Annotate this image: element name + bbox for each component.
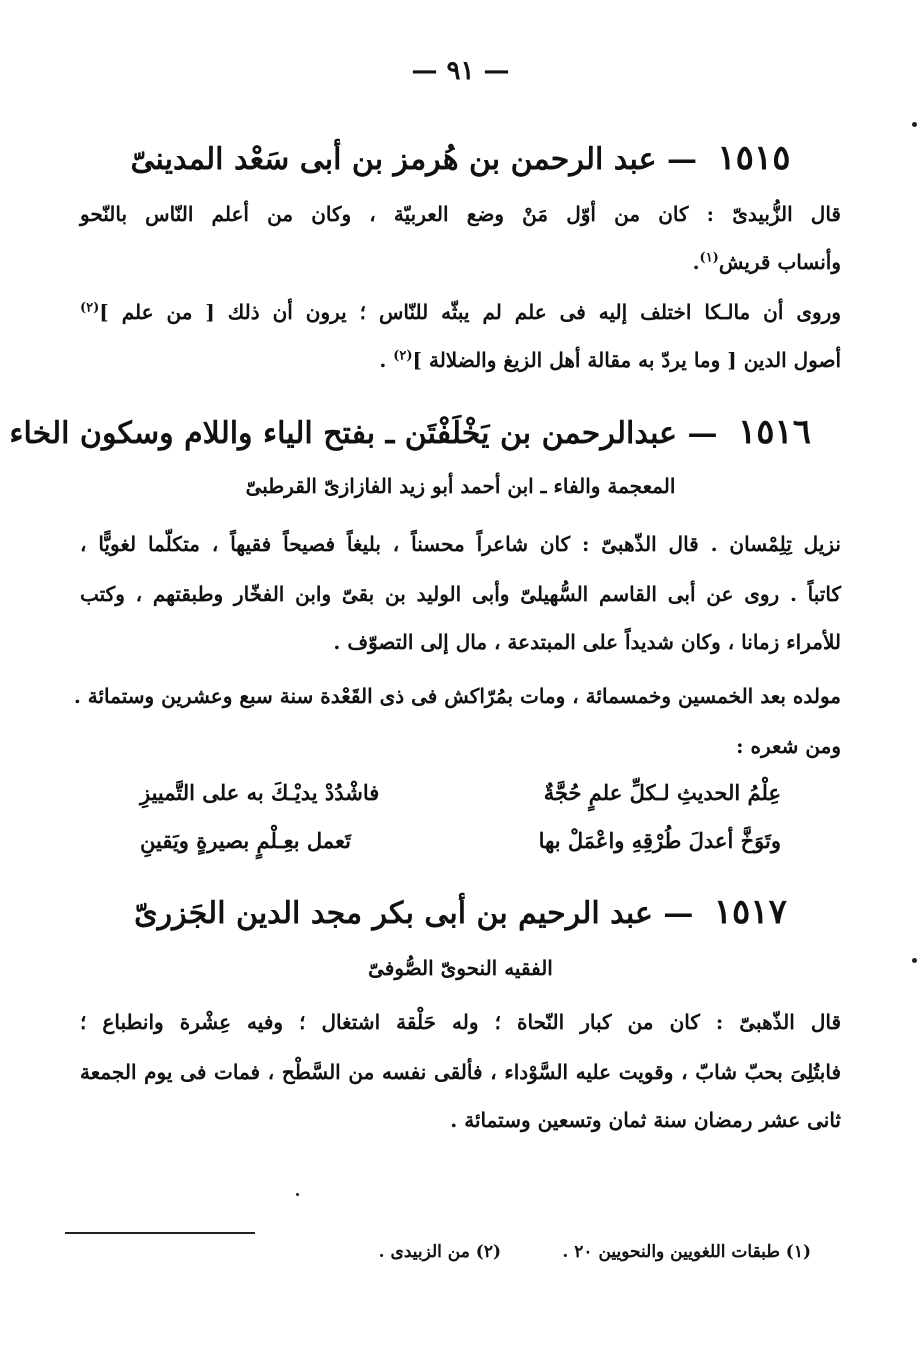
entry-text-line: فابتُلِىَ بحبّ شابّ ، وقويت عليه السَّوْداء ، فألقى نفسه من السَّطْح ، فمات فى يوم الجمعة xyxy=(80,1060,841,1084)
entry-text-line xyxy=(80,348,841,372)
poetry-intro: ومن شعره : xyxy=(736,734,841,758)
entry-text-line: قال الزُّبيدىّ : كان من أوّل مَنْ وضع العربيّة ، وكان من أعلم النّاس بالنّحو xyxy=(80,202,841,226)
entry-number: ١٥١٧ xyxy=(713,892,787,932)
entry-text-line: للأمراء زمانا ، وكان شديداً على المبتدعة ، مال إلى التصوّف . xyxy=(333,630,841,654)
entry-text: وروى أن مالـكا اختلف إليه فى علم لم يبثّه للنّاس ؛ يرون أن ذلك [ من علم ] xyxy=(99,300,841,324)
footnote-ref: (٢) xyxy=(80,300,100,316)
entry-title: — عبد الرحمن بن هُرمز بن أبى سَعْد المدينىّ xyxy=(130,142,697,177)
entry-text-line: قال الذّهبىّ : كان من كبار النّحاة ؛ وله حَلْقة اشتغال ؛ وفيه عِشْرة وانطباع ؛ xyxy=(80,1010,841,1034)
entry-heading-1515 xyxy=(120,138,801,178)
verse-hemistich-left: فاشْدُدْ يديْـكَ به على التَّمييزِ xyxy=(140,780,380,805)
page-number: — ٩١ — xyxy=(411,56,510,86)
entry-text: وأنساب قريش xyxy=(718,250,841,274)
footnote-separator xyxy=(65,1232,255,1234)
entry-heading-1516 xyxy=(9,412,811,452)
entry-text-line: كاتباً . روى عن أبى القاسم السُّهيلىّ وأبى الوليد بن بقىّ وابن الفخّار وطبقتهم ، وكتب xyxy=(80,582,841,606)
margin-dot xyxy=(296,1193,299,1196)
footnote-ref: (٢) xyxy=(393,348,413,364)
entry-text-line xyxy=(80,300,841,324)
entry-title: — عبدالرحمن بن يَخْلَفْتَن ـ بفتح الياء واللام وسكون الخاء xyxy=(9,416,718,451)
footnote-2: (٢) من الزبيدى . xyxy=(378,1242,501,1262)
entry-number: ١٥١٥ xyxy=(717,138,791,178)
entry-text-line xyxy=(80,250,841,274)
verse-hemistich-left: تَعمل بعِـلْمٍ بصيرةٍ ويَقينِ xyxy=(140,828,351,853)
entry-text-line: ثانى عشر رمضان سنة ثمان وتسعين وستمائة . xyxy=(450,1108,841,1132)
margin-dot xyxy=(912,122,917,127)
footnote-ref: (١) xyxy=(699,250,719,266)
entry-number: ١٥١٦ xyxy=(737,412,811,452)
entry-text: أصول الدين [ وما يردّ به مقالة أهل الزيغ والضلالة ] xyxy=(412,348,841,372)
verse-hemistich-right: وتَوَخَّ أعدلَ طُرْقِهِ واعْمَلْ بها xyxy=(538,828,781,853)
footnote-1: (١) طبقات اللغويين والنحويين ٢٠ . xyxy=(562,1242,811,1262)
entry-text-line: نزيل تِلِمْسان . قال الذّهبىّ : كان شاعراً محسناً ، بليغاً فصيحاً فقيهاً ، متكلّما لغويًّا ، xyxy=(80,532,841,556)
line-end-punct: . xyxy=(692,250,700,274)
entry-subtitle: الفقيه النحوىّ الصُّوفىّ xyxy=(368,956,553,980)
entry-title: — عبد الرحيم بن أبى بكر مجد الدين الجَزرىّ xyxy=(134,896,694,931)
entry-heading-1517 xyxy=(120,892,801,932)
entry-subtitle: المعجمة والفاء ـ ابن أحمد أبو زيد الفازازىّ القرطبىّ xyxy=(245,474,676,498)
line-end-punct: . xyxy=(379,348,387,372)
entry-text-line: مولده بعد الخمسين وخمسمائة ، ومات بمُرّاكش فى ذى القَعْدة سنة سبع وعشرين وستمائة . xyxy=(73,684,841,708)
margin-dot xyxy=(912,958,917,963)
verse-hemistich-right: عِلْمُ الحديثِ لـكلِّ علمٍ حُجَّةٌ xyxy=(543,780,781,805)
